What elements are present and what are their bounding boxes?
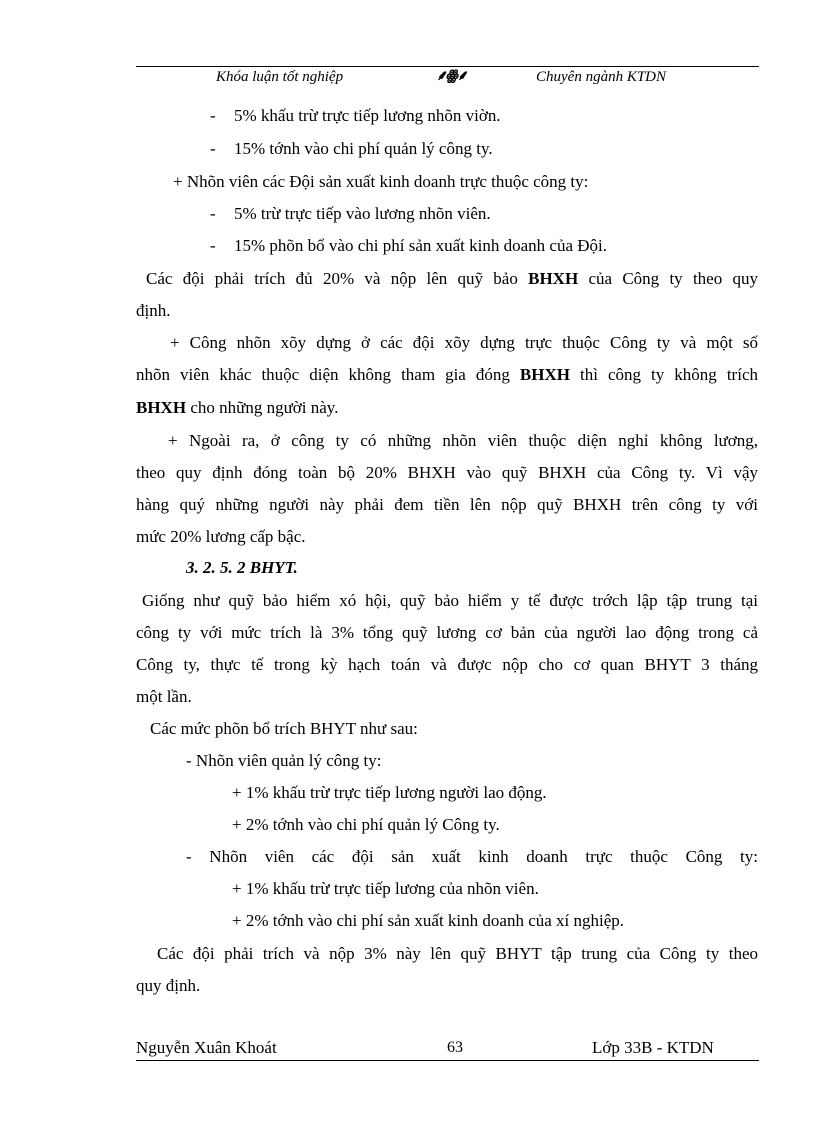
body-line: + 1% khấu trừ trực tiếp lương của nhõn viên. xyxy=(232,879,539,898)
bullet-dash: - xyxy=(210,139,216,158)
footer-class: Lớp 33B - KTDN xyxy=(592,1038,714,1057)
body-line: định. xyxy=(136,301,171,320)
footer-author: Nguyễn Xuân Khoát xyxy=(136,1038,277,1057)
body-line: Các đội phải trích đủ 20% và nộp lên quỹ bảo BHXH của Công ty theo quy xyxy=(146,269,758,288)
body-line: hàng quý những người này phải đem tiền lên nộp quỹ BHXH trên công ty với xyxy=(136,495,758,514)
body-line: BHXH cho những người này. xyxy=(136,398,339,417)
body-line: theo quy định đóng toàn bộ 20% BHXH vào quỹ BHXH của Công ty. Vì vậy xyxy=(136,463,758,482)
body-line: 15% phõn bổ vào chi phí sản xuất kinh doanh của Đội. xyxy=(234,236,607,255)
bullet-dash: - xyxy=(210,204,216,223)
body-line: quy định. xyxy=(136,976,201,995)
header-ornament: ⸙ꙮ⸙ xyxy=(436,69,467,84)
body-line: một lần. xyxy=(136,687,192,706)
header-left: Khóa luận tốt nghiệp xyxy=(216,69,344,85)
bullet-dash: - xyxy=(210,236,216,255)
page-number: 63 xyxy=(447,1039,463,1056)
header-right: Chuyên ngành KTDN xyxy=(536,69,667,85)
body-line: 5% trừ trực tiếp vào lương nhõn viên. xyxy=(234,204,491,223)
body-line: - Nhõn viên quản lý công ty: xyxy=(186,751,382,770)
bullet-dash: - xyxy=(210,106,216,125)
section-heading: 3. 2. 5. 2 BHYT. xyxy=(186,558,298,577)
body-line: - Nhõn viên các đội sản xuất kinh doanh trực thuộc Công ty: xyxy=(186,847,758,866)
body-line: Công ty, thực tế trong kỳ hạch toán và được nộp cho cơ quan BHYT 3 tháng xyxy=(136,655,758,674)
body-line: + Nhõn viên các Đội sản xuất kinh doanh trực thuộc công ty: xyxy=(173,172,589,191)
body-line: + 2% tớnh vào chi phí sản xuất kinh doanh của xí nghiệp. xyxy=(232,911,625,930)
body-line: Các đội phải trích và nộp 3% này lên quỹ BHYT tập trung của Công ty theo xyxy=(157,944,758,963)
body-line: công ty với mức trích là 3% tổng quỹ lương cơ bản của người lao động trong cả xyxy=(136,623,758,642)
body-line: mức 20% lương cấp bậc. xyxy=(136,527,306,546)
body-line: + Công nhõn xõy dựng ở các đội xõy dựng trực thuộc Công ty và một số xyxy=(170,333,758,352)
body-line: 15% tớnh vào chi phí quản lý công ty. xyxy=(234,139,493,158)
body-line: Giống như quỹ bảo hiểm xó hội, quỹ bảo hiểm y tế được trớch lập tập trung tại xyxy=(142,591,758,610)
footer-rule xyxy=(136,1060,759,1061)
body-line: + 1% khấu trừ trực tiếp lương người lao động. xyxy=(232,783,547,802)
body-line: nhõn viên khác thuộc diện không tham gia đóng BHXH thì công ty không trích xyxy=(136,365,758,384)
body-line: + Ngoài ra, ở công ty có những nhõn viên thuộc diện nghỉ không lương, xyxy=(168,431,758,450)
body-line: 5% khấu trừ trực tiếp lương nhõn viờn. xyxy=(234,106,501,125)
body-line: + 2% tớnh vào chi phí quản lý Công ty. xyxy=(232,815,500,834)
body-line: Các mức phõn bổ trích BHYT như sau: xyxy=(150,719,418,738)
